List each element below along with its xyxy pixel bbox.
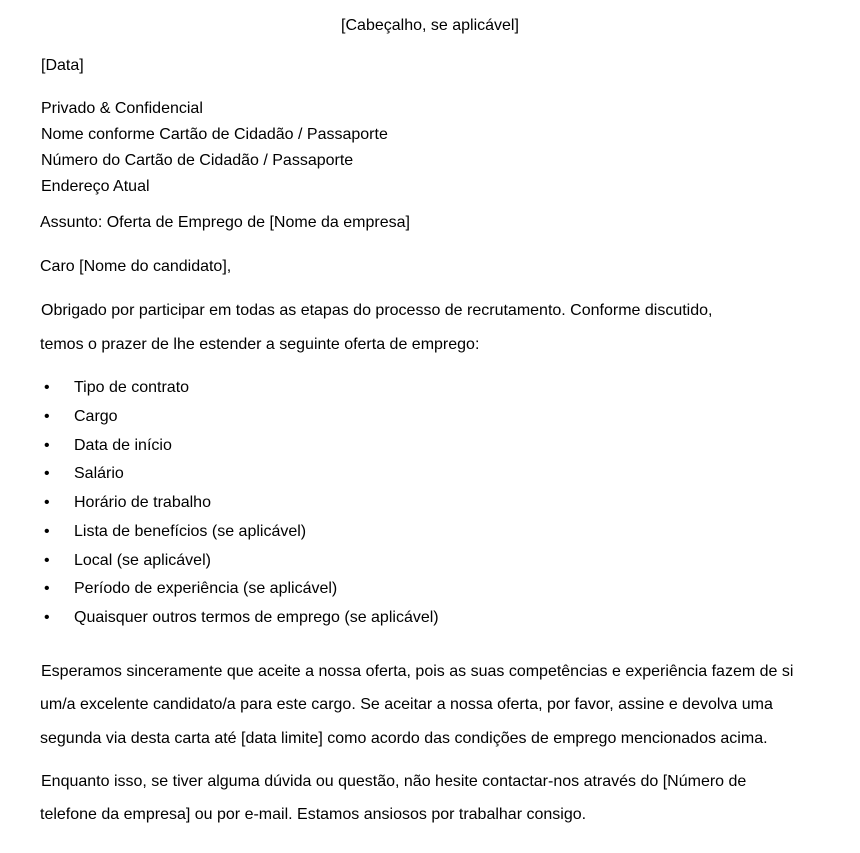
list-item-text: Quaisquer outros termos de emprego (se aplicável) (74, 609, 439, 626)
paragraph-line: Enquanto isso, se tiver alguma dúvida ou questão, não hesite contactar-nos através do [Número de (41, 773, 747, 790)
paragraph-line: Obrigado por participar em todas as etapas do processo de recrutamento. Conforme discutido, (41, 302, 713, 319)
paragraph-line: telefone da empresa] ou por e-mail. Estamos ansiosos por trabalhar consigo. (40, 806, 587, 823)
list-item-text: Salário (74, 465, 124, 482)
letter-date: [Data] (41, 57, 84, 74)
list-item-text: Data de início (74, 437, 172, 454)
list-item-text: Local (se aplicável) (74, 552, 211, 569)
bullet-marker: • (44, 408, 50, 425)
salutation: Caro [Nome do candidato], (40, 258, 232, 275)
list-item-text: Tipo de contrato (74, 379, 190, 396)
bullet-marker: • (44, 379, 50, 396)
bullet-marker: • (44, 494, 50, 511)
list-item-text: Lista de benefícios (se aplicável) (74, 523, 307, 540)
bullet-marker: • (44, 437, 50, 454)
paragraph-line: Esperamos sinceramente que aceite a nossa oferta, pois as suas competências e experiência fazem de si (41, 663, 794, 680)
bullet-marker: • (44, 552, 50, 569)
recipient-line: Privado & Confidencial (41, 100, 203, 117)
letter-header: [Cabeçalho, se aplicável] (341, 17, 519, 34)
subject-line: Assunto: Oferta de Emprego de [Nome da empresa] (40, 214, 410, 231)
bullet-marker: • (44, 465, 50, 482)
list-item-text: Cargo (74, 408, 118, 425)
list-item-text: Período de experiência (se aplicável) (74, 580, 338, 597)
bullet-marker: • (44, 523, 50, 540)
recipient-line: Nome conforme Cartão de Cidadão / Passaporte (41, 126, 388, 143)
paragraph-line: um/a excelente candidato/a para este cargo. Se aceitar a nossa oferta, por favor, assine e devolva uma (40, 696, 773, 713)
recipient-line: Número do Cartão de Cidadão / Passaporte (41, 152, 354, 169)
recipient-line: Endereço Atual (41, 178, 150, 195)
paragraph-line: segunda via desta carta até [data limite] como acordo das condições de emprego mencionados acima. (40, 730, 768, 747)
list-item-text: Horário de trabalho (74, 494, 211, 511)
bullet-marker: • (44, 609, 50, 626)
paragraph-line: temos o prazer de lhe estender a seguinte oferta de emprego: (40, 336, 480, 353)
bullet-marker: • (44, 580, 50, 597)
